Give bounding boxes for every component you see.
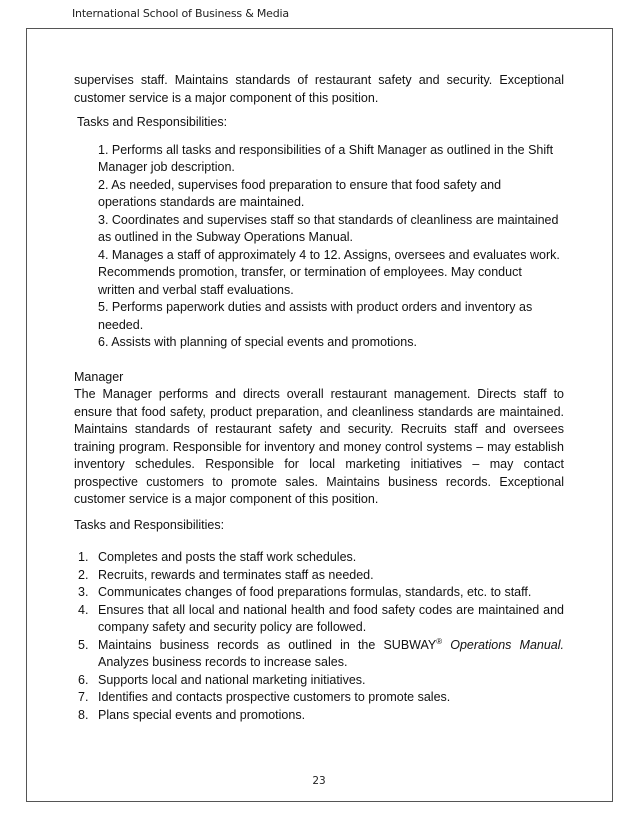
list-item: 2. As needed, supervises food preparation to ensure that food safety and operations standards are maintained. (98, 177, 502, 209)
list-text: Maintains business records as outlined in the SUBWAY (98, 637, 437, 652)
registered-mark: ® (436, 636, 443, 646)
page-number: 23 (312, 775, 326, 787)
manager-description: The Manager performs and directs overall restaurant management. Directs staff to ensure that food safety, product preparation, and cleanliness standards are maintained. Maintains standards of restaurant safety and security. Recruits staff and oversees training program. Responsible for inventory and money control systems – may establish inventory schedules. Responsible for local marketing initiatives – may contact prospective customers to promote sales. Maintains business records. Exceptional customer service is a major component of this position. (74, 387, 564, 506)
list-text: Supports local and national marketing initiatives. (98, 672, 366, 687)
list-item: 5. Performs paperwork duties and assists with product orders and inventory as needed. (98, 300, 533, 332)
list-text: Analyzes business records to increase sales. (98, 655, 348, 669)
document-header: International School of Business & Media (72, 7, 289, 20)
list-text: Completes and posts the staff work schedules. (98, 550, 357, 564)
manager-title: Manager (74, 369, 124, 384)
list-item: 3. Coordinates and supervises staff so that standards of cleanliness are maintained as outlined in the Subway Operations Manual. (98, 212, 559, 244)
list-item (74, 707, 564, 725)
list-item: 6. Assists with planning of special events and promotions. (98, 335, 417, 349)
list-number: 4. (78, 602, 89, 617)
list-number: 7. (78, 690, 89, 704)
list-number: 6. (78, 672, 89, 687)
manager-task-list (74, 549, 564, 724)
list-text: Identifies and contacts prospective customers to promote sales. (98, 690, 451, 704)
page-content (74, 72, 564, 724)
list-number: 5. (78, 637, 89, 652)
list-item: 1. Performs all tasks and responsibilities of a Shift Manager as outlined in the Shift Manager job description. (98, 142, 554, 174)
manual-title: Operations Manual. (442, 637, 564, 652)
shift-manager-tasks-heading: Tasks and Responsibilities: (77, 115, 228, 129)
list-text: Plans special events and promotions. (98, 707, 306, 722)
list-number: 3. (78, 585, 89, 599)
list-item (74, 672, 564, 690)
list-number: 8. (78, 707, 89, 722)
list-item (74, 602, 564, 637)
list-text: Recruits, rewards and terminates staff as needed. (98, 567, 374, 582)
shift-manager-task-list (98, 142, 560, 352)
list-item (74, 567, 564, 585)
list-number: 1. (78, 550, 89, 564)
list-item (74, 689, 564, 707)
list-item (74, 549, 564, 567)
list-item: 4. Manages a staff of approximately 4 to 12. Assigns, oversees and evaluates work. Recommends promotion, transfer, or termination of employees. May conduct written and verbal staff evaluations. (98, 247, 560, 297)
list-number: 2. (78, 567, 89, 582)
list-item (74, 637, 564, 672)
intro-paragraph: supervises staff. Maintains standards of restaurant safety and security. Exceptional customer service is a major component of this position. (74, 73, 564, 105)
manager-tasks-heading: Tasks and Responsibilities: (74, 517, 225, 532)
list-item (74, 584, 564, 602)
list-text: Ensures that all local and national health and food safety codes are maintained and company safety and security policy are followed. (98, 602, 564, 634)
list-text: Communicates changes of food preparations formulas, standards, etc. to staff. (98, 585, 532, 599)
